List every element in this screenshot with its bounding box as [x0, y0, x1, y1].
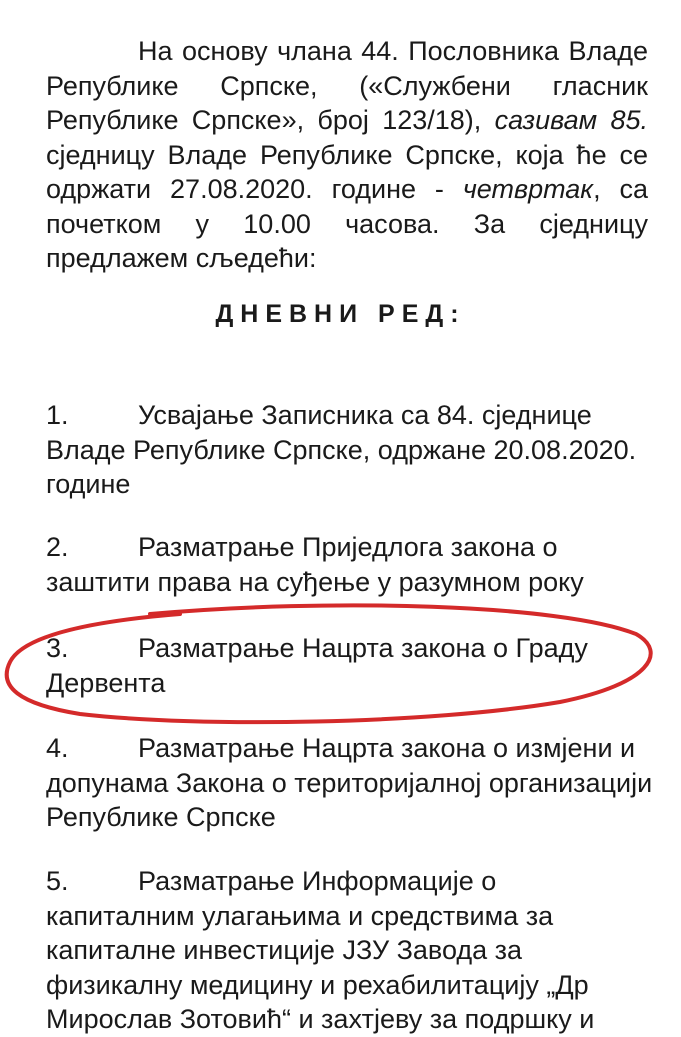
agenda-item-text: Разматрање Информације о капиталним улагањима и средствима за капиталне инвестиције ЈЗУ Завода за физикалну медицину и рехабилитацију „Др Мирослав Зотовић“ и захтјеву за подршку и — [46, 866, 595, 1034]
agenda-item-text: Разматрање Нацрта закона о измјени и допунама Закона о територијалној организацији Републике Српске — [46, 733, 653, 832]
intro-text-1: На основу члана 44. Пословника Владе Републике Српске, («Службени гласник Републике Српске», број 123/18), — [46, 36, 648, 135]
intro-text-2: сједницу Владе Републике Српске, која ће се одржати 27.08.2020. године - — [46, 139, 648, 204]
agenda-item-number: 5. — [46, 866, 69, 896]
agenda-item-number: 2. — [46, 532, 69, 562]
agenda-item-number: 3. — [46, 633, 69, 663]
intro-emphasis-weekday: четвртак — [462, 174, 594, 204]
agenda-item-number: 4. — [46, 733, 69, 763]
intro-emphasis-convene: сазивам 85. — [494, 105, 648, 135]
agenda-item-5 — [46, 864, 646, 1037]
agenda-heading: ДНЕВНИ РЕД: — [215, 300, 466, 328]
intro-text-3: , са почетком у 10.00 часова. За сједницу предлажем сљедећи: — [46, 174, 648, 273]
agenda-item-text: Разматрање Приједлога закона о заштити права на суђење у разумном року — [46, 532, 584, 597]
intro-paragraph — [46, 34, 648, 276]
agenda-item-number: 1. — [46, 400, 69, 430]
agenda-item-4 — [46, 731, 656, 835]
agenda-item-2 — [46, 530, 656, 599]
agenda-item-text: Разматрање Нацрта закона о Граду Дервента — [46, 633, 588, 698]
agenda-item-3 — [46, 631, 606, 700]
agenda-item-1 — [46, 398, 656, 502]
agenda-item-text: Усвајање Записника са 84. сједнице Владе Републике Српске, одржане 20.08.2020. године — [46, 400, 637, 499]
